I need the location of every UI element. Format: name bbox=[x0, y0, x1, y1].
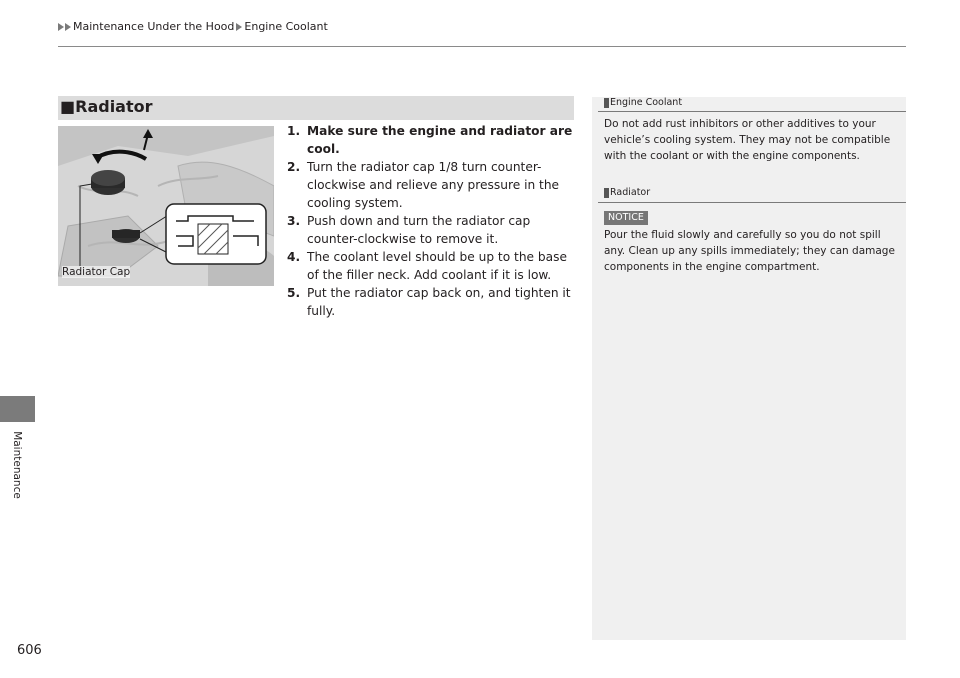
section-title-text: Radiator bbox=[75, 97, 153, 116]
section-heading-bar bbox=[58, 96, 574, 120]
step-item bbox=[287, 284, 577, 320]
section-marker-icon: ■ bbox=[60, 97, 76, 116]
note-heading-engine-coolant[interactable] bbox=[604, 97, 682, 108]
step-item bbox=[287, 248, 577, 284]
breadcrumb-link-maintenance-under-hood[interactable]: Maintenance Under the Hood bbox=[73, 20, 235, 33]
breadcrumb-link-engine-coolant[interactable]: Engine Coolant bbox=[244, 20, 328, 33]
radiator-cap-label: Radiator Cap bbox=[62, 266, 131, 278]
step-text: Push down and turn the radiator cap counter-clockwise to remove it. bbox=[307, 214, 531, 246]
notice-badge: NOTICE bbox=[604, 211, 648, 225]
step-text: The coolant level should be up to the base of the filler neck. Add coolant if it is low. bbox=[307, 250, 567, 282]
step-item bbox=[287, 122, 577, 158]
note-rule bbox=[598, 202, 906, 203]
note-heading-text: Engine Coolant bbox=[610, 97, 683, 108]
procedure-steps bbox=[287, 122, 577, 320]
section-title bbox=[60, 97, 153, 116]
engine-bay-drawing bbox=[58, 126, 274, 286]
step-number: 3. bbox=[287, 214, 301, 228]
chapter-tab[interactable] bbox=[0, 396, 35, 422]
page-number: 606 bbox=[17, 643, 42, 658]
step-item bbox=[287, 212, 577, 248]
note-heading-radiator[interactable] bbox=[604, 187, 650, 198]
note-heading-text: Radiator bbox=[610, 187, 651, 198]
breadcrumb-arrow-icon bbox=[58, 23, 64, 31]
radiator-cap-illustration bbox=[58, 126, 274, 286]
reference-marker-icon bbox=[604, 188, 609, 198]
step-number: 2. bbox=[287, 160, 301, 174]
notes-panel bbox=[592, 97, 906, 640]
step-text: Put the radiator cap back on, and tighten it fully. bbox=[307, 286, 571, 318]
breadcrumb-arrow-icon bbox=[65, 23, 71, 31]
note-text-radiator: Pour the fluid slowly and carefully so you do not spill any. Clean up any spills immediately; they can damage components in the engine compartment. bbox=[604, 229, 895, 273]
step-item bbox=[287, 158, 577, 212]
chapter-label: Maintenance bbox=[11, 431, 23, 499]
note-text-engine-coolant: Do not add rust inhibitors or other additives to your vehicle’s cooling system. They may not be compatible with the coolant or with the engine components. bbox=[604, 118, 891, 162]
step-text: Make sure the engine and radiator are cool. bbox=[307, 124, 573, 156]
step-number: 5. bbox=[287, 286, 301, 300]
step-text: Turn the radiator cap 1/8 turn counter-clockwise and relieve any pressure in the cooling system. bbox=[307, 160, 560, 210]
reference-marker-icon bbox=[604, 98, 609, 108]
breadcrumb bbox=[58, 20, 330, 33]
step-number: 1. bbox=[287, 124, 301, 138]
step-number: 4. bbox=[287, 250, 301, 264]
note-rule bbox=[598, 111, 906, 112]
breadcrumb-arrow-icon bbox=[236, 23, 242, 31]
header-rule bbox=[58, 46, 906, 47]
